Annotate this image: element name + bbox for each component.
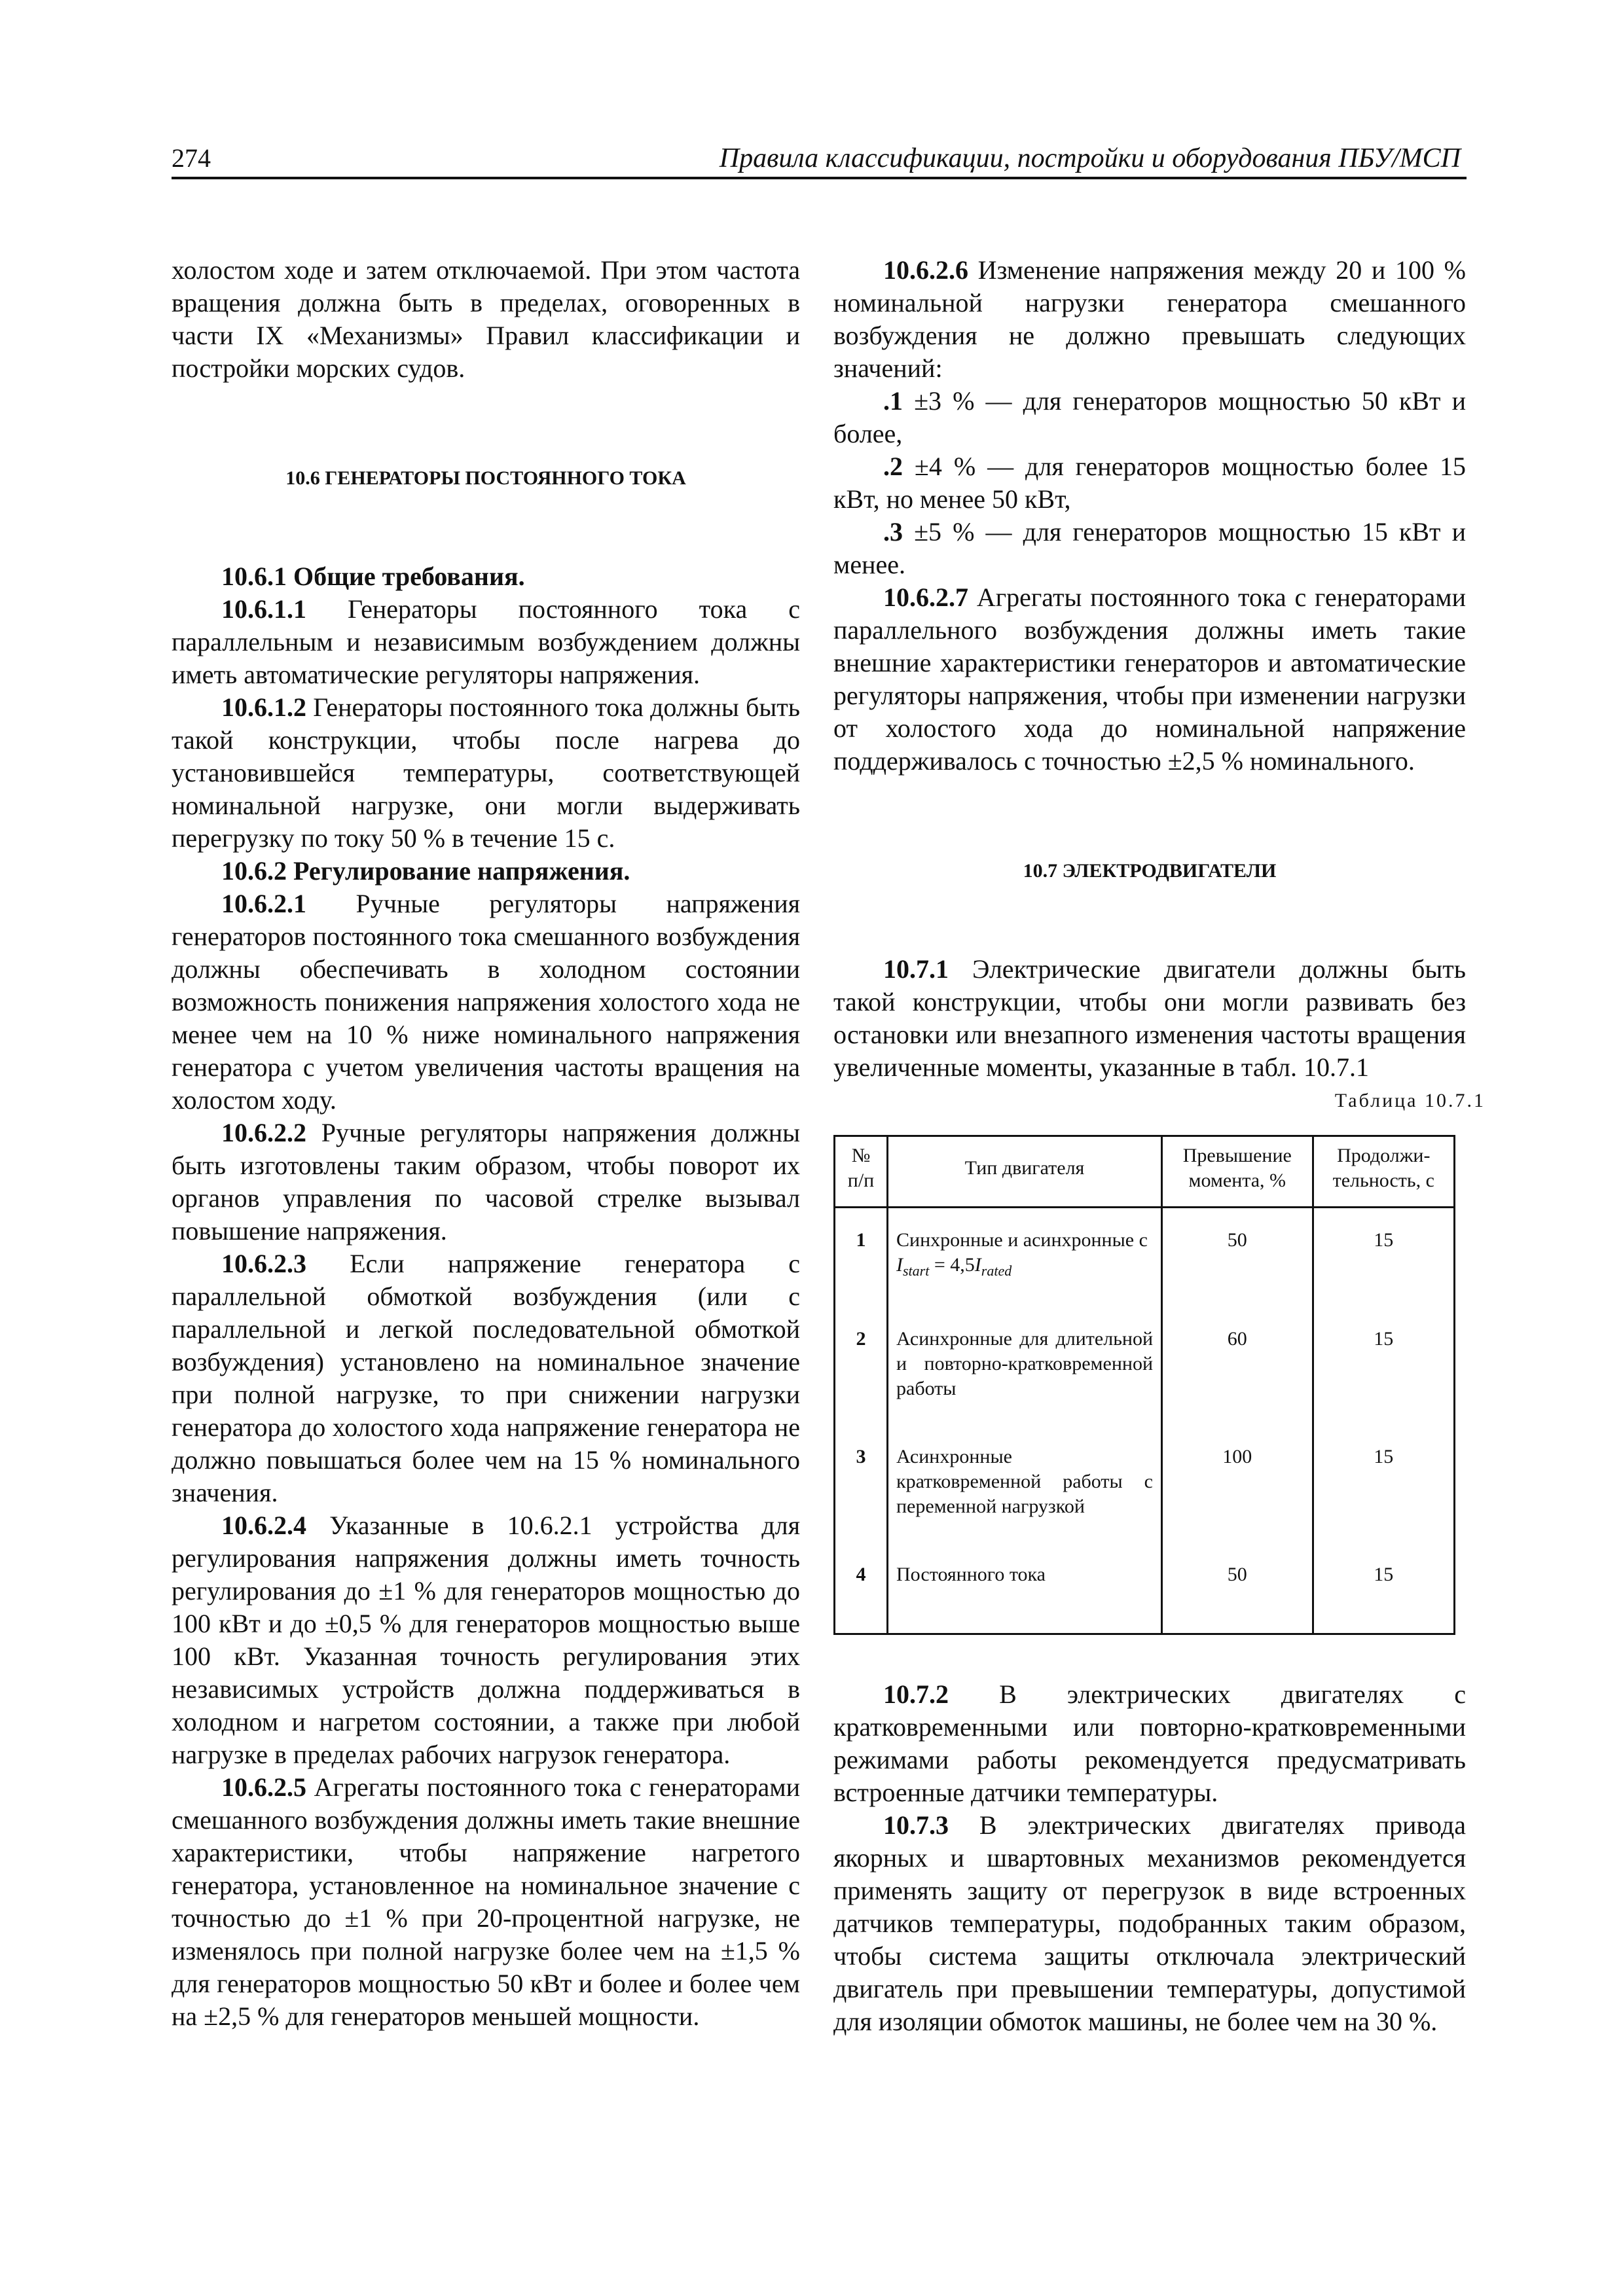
- paragraph-10-6-2-5: [172, 1771, 800, 2033]
- paragraph-10-7-2: [833, 1678, 1466, 1809]
- list-item-text: ±3 % — для генераторов мощностью 50 кВт и более,: [833, 386, 1466, 448]
- left-column: [172, 254, 800, 2033]
- motor-type: Синхронные и асинхронные с $I_{start} = 4,5I_{rated}$: [888, 1208, 1162, 1317]
- start-current-formula: $I_{start} = 4,5I_{rated}$: [896, 1254, 1012, 1279]
- section-heading-10-7: 10.7 ЭЛЕКТРОДВИГАТЕЛИ: [1023, 860, 1277, 882]
- table-caption: Таблица 10.7.1: [1334, 1090, 1486, 1111]
- clause-number: 10.6.2.4: [221, 1511, 306, 1540]
- torque-excess-value: 50: [1162, 1552, 1313, 1634]
- duration-value: 15: [1313, 1552, 1454, 1634]
- motor-type: Асинхронные кратковременной работы с переменной нагрузкой: [888, 1434, 1162, 1552]
- row-number: 1: [835, 1208, 888, 1317]
- table-row: [835, 1552, 1455, 1634]
- table-row: [835, 1434, 1455, 1552]
- clause-number: 10.7.3: [883, 1810, 949, 1840]
- clause-text: Генераторы постоянного тока с параллельным и независимым возбуждением должны иметь автоматические регуляторы напряжения.: [172, 594, 800, 689]
- list-item-number: .3: [883, 517, 903, 547]
- clause-number: 10.6.2.5: [221, 1772, 306, 1802]
- paragraph-10-6-2-2: [172, 1117, 800, 1247]
- clause-text: В электрических двигателях привода якорных и швартовных механизмов рекомендуется применять защиту от перегрузок в виде встроенных датчиков температуры, подобранных таким образом, чтобы система защиты отключала электрический двигатель при превышении температуры, допустимой для изоляции обмоток машины, не более чем на 30 %.: [833, 1810, 1466, 2036]
- list-item-text: ±4 % — для генераторов мощностью более 15 кВт, но менее 50 кВт,: [833, 452, 1466, 514]
- paragraph-10-6-2-7: [833, 581, 1466, 778]
- clause-number: 10.6.2.6: [883, 255, 968, 285]
- clause-text: Генераторы постоянного тока должны быть такой конструкции, чтобы после нагрева до установившейся температуры, соответствующей номинальной нагрузке, они могли выдерживать перегрузку по току 50 % в течение 15 с.: [172, 692, 800, 853]
- list-item-2: [833, 450, 1466, 516]
- header-number: № п/п: [835, 1136, 888, 1208]
- clause-text: Электрические двигатели должны быть такой конструкции, чтобы они могли развивать без остановки или внезапного изменения частоты вращения увеличенные моменты, указанные в табл. 10.7.1: [833, 954, 1466, 1082]
- duration-value: 15: [1313, 1434, 1454, 1552]
- paragraph-10-7-3: [833, 1809, 1466, 2038]
- list-item-1: [833, 385, 1466, 450]
- clause-number: 10.6.2.2: [221, 1118, 306, 1147]
- row-number: 4: [835, 1552, 888, 1634]
- clause-text: Если напряжение генератора с параллельной обмоткой возбуждения (или с параллельной и легкой последовательной обмоткой возбуждения) установлено на номинальное значение при полной нагрузке, то при снижении нагрузки генератора до холостого хода напряжение генератора не должно повышаться более чем на 15 % номинального значения.: [172, 1249, 800, 1507]
- table-row: [835, 1208, 1455, 1317]
- clause-number: 10.6.2.1: [221, 889, 306, 918]
- list-item-3: [833, 516, 1466, 581]
- right-column: [833, 254, 1486, 2038]
- paragraph-10-6-1-2: [172, 691, 800, 855]
- header-torque-excess: Превышение момента, %: [1162, 1136, 1313, 1208]
- running-title: Правила классификации, постройки и оборудования ПБУ/МСП: [719, 143, 1461, 173]
- header-motor-type: Тип двигателя: [888, 1136, 1162, 1208]
- table-row: [835, 1316, 1455, 1434]
- clause-text: Ручные регуляторы напряжения генераторов постоянного тока смешанного возбуждения должны обеспечивать в холодном состоянии возможность понижения напряжения холостого хода не менее чем на 10 % ниже номинального напряжения генератора с учетом увеличения частоты вращения на холостом ходу.: [172, 889, 800, 1115]
- clause-text: Ручные регуляторы напряжения должны быть изготовлены таким образом, чтобы поворот их органов управления по часовой стрелке вызывал повышение напряжения.: [172, 1118, 800, 1246]
- clause-number: 10.6.2.7: [883, 583, 968, 612]
- clause-number: 10.7.2: [883, 1679, 949, 1709]
- clause-number: 10.6.1.2: [221, 692, 306, 722]
- clause-number: 10.6.1.1: [221, 594, 306, 624]
- paragraph-10-6-2-3: [172, 1247, 800, 1509]
- torque-excess-value: 50: [1162, 1208, 1313, 1317]
- clause-text: Агрегаты постоянного тока с генераторами смешанного возбуждения должны иметь такие внешние характеристики, чтобы напряжение нагретого генератора, установленное на номинальное значение с точностью до ±1 % при 20-процентной нагрузке, не изменялось при полной нагрузке более чем на ±1,5 % для генераторов мощностью 50 кВт и более и более чем на ±2,5 % для генераторов меньшей мощности.: [172, 1772, 800, 2031]
- clause-text: Указанные в 10.6.2.1 устройства для регулирования напряжения должны иметь точность регулирования до ±1 % для генераторов мощностью до 100 кВт и до ±0,5 % для генераторов мощностью выше 100 кВт. Указанная точность регулирования этих независимых устройств должна поддерживаться в холодном и нагретом состоянии, а также при любой нагрузке в пределах рабочих нагрузок генератора.: [172, 1511, 800, 1769]
- motor-type: Асинхронные для длительной и повторно-кратковременной работы: [888, 1316, 1162, 1434]
- paragraph-continuation: холостом ходе и затем отключаемой. При этом частота вращения должна быть в пределах, оговоренных в части IX «Механизмы» Правил классификации и постройки морских судов.: [172, 255, 800, 383]
- paragraph-10-6-2-6: [833, 254, 1466, 385]
- table-header-row: [835, 1136, 1455, 1208]
- list-item-text: ±5 % — для генераторов мощностью 15 кВт и менее.: [833, 517, 1466, 579]
- torque-excess-value: 100: [1162, 1434, 1313, 1552]
- paragraph-10-7-1: [833, 953, 1466, 1084]
- clause-text: Агрегаты постоянного тока с генераторами параллельного возбуждения должны иметь такие внешние характеристики генераторов и автоматические регуляторы напряжения, чтобы при изменении нагрузки от холостого хода до номинальной напряжение поддерживалось с точностью ±2,5 % номинального.: [833, 583, 1466, 776]
- duration-value: 15: [1313, 1208, 1454, 1317]
- clause-number: 10.6.2.3: [221, 1249, 306, 1278]
- clause-text: В электрических двигателях с кратковременными или повторно-кратковременными режимами работы рекомендуется предусматривать встроенные датчики температуры.: [833, 1679, 1466, 1807]
- row-number: 3: [835, 1434, 888, 1552]
- row-number: 2: [835, 1316, 888, 1434]
- paragraph-10-6-1-1: [172, 593, 800, 691]
- paragraph-10-6-2-1: [172, 888, 800, 1117]
- subsection-heading-10-6-2: 10.6.2 Регулирование напряжения.: [221, 856, 630, 886]
- list-item-number: .2: [883, 452, 903, 481]
- page-number: 274: [172, 143, 211, 173]
- paragraph-10-6-2-4: [172, 1509, 800, 1771]
- list-item-number: .1: [883, 386, 903, 416]
- duration-value: 15: [1313, 1316, 1454, 1434]
- header-rule: [172, 177, 1467, 179]
- motor-table: [833, 1135, 1455, 1635]
- clause-number: 10.7.1: [883, 954, 949, 984]
- header-duration: Продолжи- тельность, с: [1313, 1136, 1454, 1208]
- clause-text: Изменение напряжения между 20 и 100 % номинальной нагрузки генератора смешанного возбуждения не должно превышать следующих значений:: [833, 255, 1466, 383]
- subsection-heading-10-6-1: 10.6.1 Общие требования.: [221, 562, 525, 591]
- torque-excess-value: 60: [1162, 1316, 1313, 1434]
- section-heading-10-6: 10.6 ГЕНЕРАТОРЫ ПОСТОЯННОГО ТОКА: [285, 467, 686, 489]
- motor-type: Постоянного тока: [888, 1552, 1162, 1634]
